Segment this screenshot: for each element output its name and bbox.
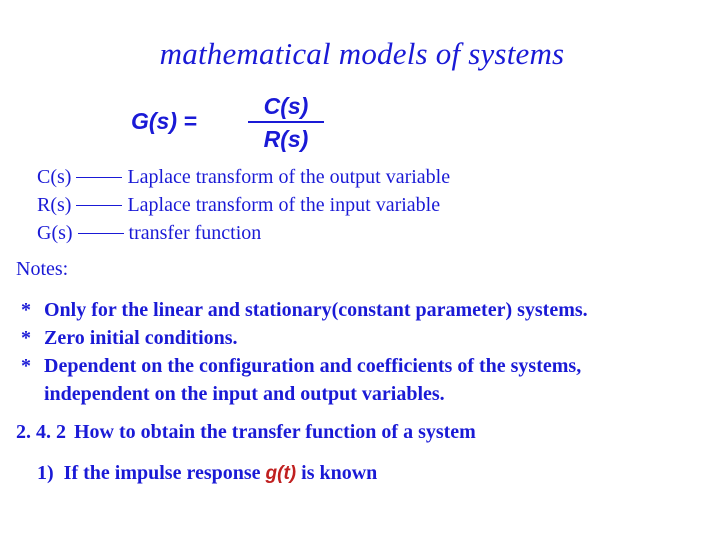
definition-symbol: G(s): [37, 222, 73, 244]
bullet-star: *: [21, 327, 31, 349]
subsection-heading: [37, 462, 377, 485]
notes-heading: Notes:: [16, 258, 69, 280]
dash-line: [76, 177, 122, 178]
definitions-list: [37, 163, 450, 247]
note-text: Only for the linear and stationary(constant parameter) systems.: [44, 299, 588, 321]
definition-text: transfer function: [128, 222, 262, 244]
definition-text: Laplace transform of the input variable: [127, 194, 441, 216]
note-text: Zero initial conditions.: [44, 327, 238, 349]
definition-row: [37, 191, 450, 219]
note-item: [21, 296, 588, 324]
bullet-star: *: [21, 355, 31, 377]
subsection-text-before: If the impulse response: [63, 462, 261, 484]
note-item: [21, 324, 588, 352]
formula-lhs: G(s) =: [131, 108, 197, 134]
definition-symbol: C(s): [37, 166, 72, 188]
note-item: [21, 352, 588, 380]
definition-symbol: R(s): [37, 194, 72, 216]
note-continuation: [21, 380, 588, 408]
definition-row: [37, 219, 450, 247]
section-number: 2. 4. 2: [16, 421, 66, 443]
note-text: independent on the input and output variables.: [44, 383, 445, 405]
section-title: How to obtain the transfer function of a system: [74, 421, 476, 443]
impulse-response-variable: g(t): [265, 463, 297, 484]
bullet-star: *: [21, 299, 31, 321]
dash-line: [78, 233, 124, 234]
formula-denominator: R(s): [263, 126, 309, 152]
note-text: Dependent on the configuration and coefficients of the systems,: [44, 355, 582, 377]
subsection-marker: 1): [37, 462, 54, 484]
definition-text: Laplace transform of the output variable: [127, 166, 451, 188]
slide-title: mathematical models of systems: [159, 36, 565, 71]
notes-list: [21, 296, 588, 408]
definition-row: [37, 163, 450, 191]
formula-fraction: [248, 92, 324, 153]
formula-numerator: C(s): [263, 93, 309, 119]
subsection-text-after: is known: [301, 462, 378, 484]
fraction-bar: [248, 121, 324, 123]
section-heading: [16, 421, 476, 444]
dash-line: [76, 205, 122, 206]
